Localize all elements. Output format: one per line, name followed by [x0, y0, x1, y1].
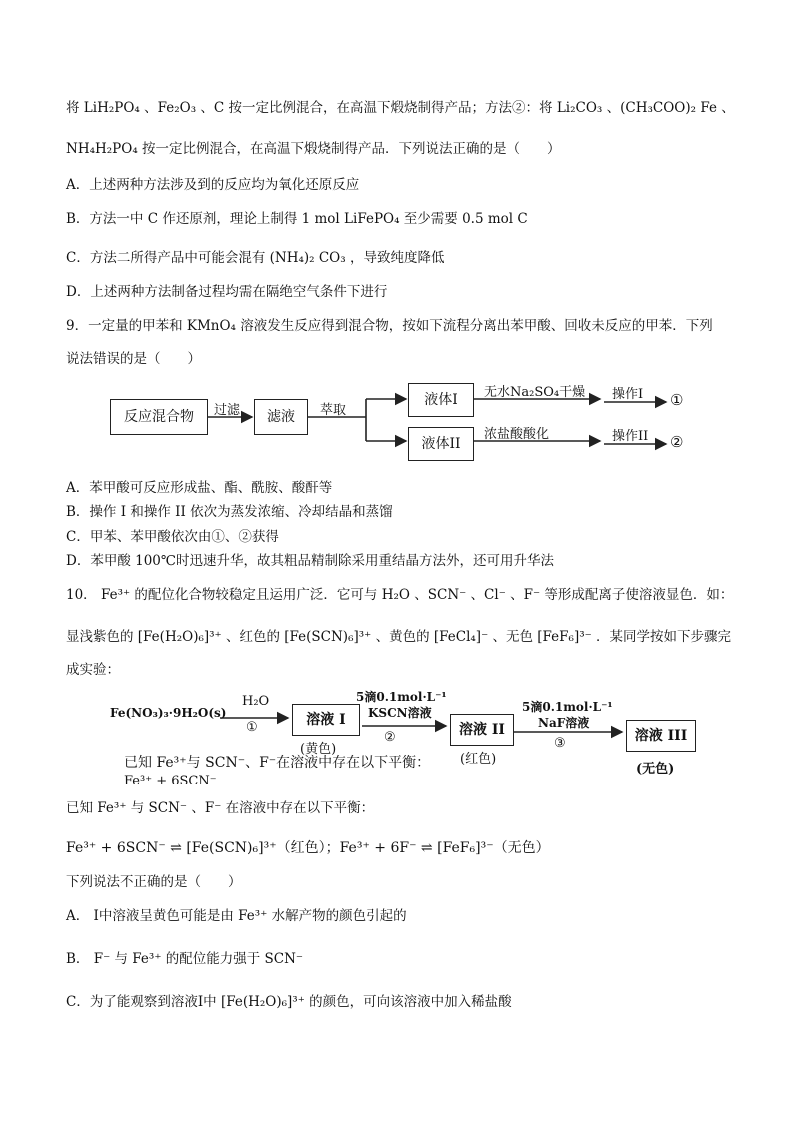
q10-question: 下列说法不正确的是（ ） — [66, 874, 242, 890]
q10-option-a: A． Ⅰ中溶液呈黄色可能是由 Fe³⁺ 水解产物的颜色引起的 — [66, 908, 407, 924]
step-1-label: ① — [246, 720, 258, 735]
starting-material-label: Fe(NO₃)₃·9H₂O(s) — [110, 706, 227, 720]
reagent-2-amount: 5滴0.1mol·L⁻¹ — [356, 690, 447, 704]
q8-option-b: B．方法一中 C 作还原剂，理论上制得 1 mol LiFePO₄ 至少需要 0.5 mol C — [66, 211, 528, 227]
step-3-label: ③ — [554, 736, 566, 751]
operation-2-label: 操作II — [612, 429, 649, 444]
reagent-3-amount: 5滴0.1mol·L⁻¹ — [522, 700, 613, 714]
solution-1-color: (黄色) — [300, 742, 337, 757]
q9-option-a: A．苯甲酸可反应形成盐、酯、酰胺、酸酐等 — [66, 480, 333, 496]
solution-3-box: 溶液 III — [626, 720, 696, 752]
q9-option-d: D．苯甲酸 100℃时迅速升华，故其粗品精制除采用重结晶方法外，还可用升华法 — [66, 553, 554, 569]
solution-3-color: (无色) — [636, 762, 675, 777]
q9-stem-line2: 说法错误的是（ ） — [66, 351, 201, 367]
q9-option-c: C．甲苯、苯甲酸依次由①、②获得 — [66, 529, 279, 545]
q10-option-b: B． F⁻ 与 Fe³⁺ 的配位能力强于 SCN⁻ — [66, 951, 304, 967]
acidify-label: 浓盐酸酸化 — [484, 427, 550, 442]
solution-1-box: 溶液 I — [292, 704, 360, 736]
solution-2-color: (红色) — [460, 752, 497, 767]
solution-2-box: 溶液 II — [450, 714, 514, 746]
liquid-2-box: 液体II — [408, 427, 474, 461]
filtrate-box: 滤液 — [254, 399, 308, 435]
product-1-label: ① — [670, 391, 684, 409]
q10-flowchart — [110, 688, 730, 796]
q9-stem-line1: 9．一定量的甲苯和 KMnO₄ 溶液发生反应得到混合物，按如下流程分离出苯甲酸、回收未反应的甲苯．下列 — [66, 318, 713, 334]
step-2-label: ② — [384, 730, 396, 745]
liquid-1-box: 液体I — [408, 383, 474, 417]
reagent-3-name: NaF溶液 — [538, 716, 590, 730]
reagent-2-name: KSCN溶液 — [368, 706, 432, 720]
drying-label: 无水Na₂SO₄干燥 — [484, 385, 586, 400]
q8-stem-line2: NH₄H₂PO₄ 按一定比例混合，在高温下煅烧制得产品．下列说法正确的是（ ） — [66, 141, 561, 157]
filter-label: 过滤 — [214, 403, 241, 418]
q10-stem-line1: 10． Fe³⁺ 的配位化合物较稳定且运用广泛．它可与 H₂O 、SCN⁻ 、Cl⁻ 、F⁻ 等形成配离子使溶液显色．如： — [66, 587, 734, 603]
operation-1-label: 操作I — [612, 387, 644, 402]
q8-stem-line1: 将 LiH₂PO₄ 、Fe₂O₃ 、C 按一定比例混合，在高温下煅烧制得产品；方法②：将 Li₂CO₃ 、(CH₃COO)₂ Fe 、 — [66, 100, 735, 116]
q10-option-c: C．为了能观察到溶液Ⅰ中 [Fe(H₂O)₆]³⁺ 的颜色，可向该溶液中加入稀盐酸 — [66, 994, 512, 1010]
q9-flowchart — [104, 369, 694, 472]
product-2-label: ② — [670, 433, 684, 451]
reaction-mixture-box: 反应混合物 — [110, 399, 208, 435]
q10-known-text: 已知 Fe³⁺ 与 SCN⁻ 、F⁻ 在溶液中存在以下平衡： — [66, 800, 375, 816]
q8-option-a: A．上述两种方法涉及到的反应均为氧化还原反应 — [66, 177, 360, 193]
extract-label: 萃取 — [320, 403, 347, 418]
embedded-known-text: 已知 Fe³⁺与 SCN⁻、F⁻在溶液中存在以下平衡： — [124, 755, 431, 771]
water-label: H₂O — [242, 694, 270, 709]
q10-stem-line3: 成实验： — [66, 662, 120, 678]
q10-stem-line2: 显浅紫色的 [Fe(H₂O)₆]³⁺ 、红色的 [Fe(SCN)₆]³⁺ 、黄色的 [FeCl₄]⁻ 、无色 [FeF₆]³⁻ ．某同学按如下步骤完 — [66, 629, 732, 645]
q9-option-b: B．操作 I 和操作 II 依次为蒸发浓缩、冷却结晶和蒸馏 — [66, 504, 393, 520]
q10-equilibria: Fe³⁺ + 6SCN⁻ ⇌ [Fe(SCN)₆]³⁺（红色）；Fe³⁺ + 6F⁻ ⇌ [FeF₆]³⁻（无色） — [66, 840, 550, 856]
q8-option-c: C．方法二所得产品中可能会混有 (NH₄)₂ CO₃ ，导致纯度降低 — [66, 250, 445, 266]
q8-option-d: D．上述两种方法制备过程均需在隔绝空气条件下进行 — [66, 284, 388, 300]
embedded-cutoff-text: Fe³⁺ + 6SCN⁻ — [124, 774, 217, 784]
